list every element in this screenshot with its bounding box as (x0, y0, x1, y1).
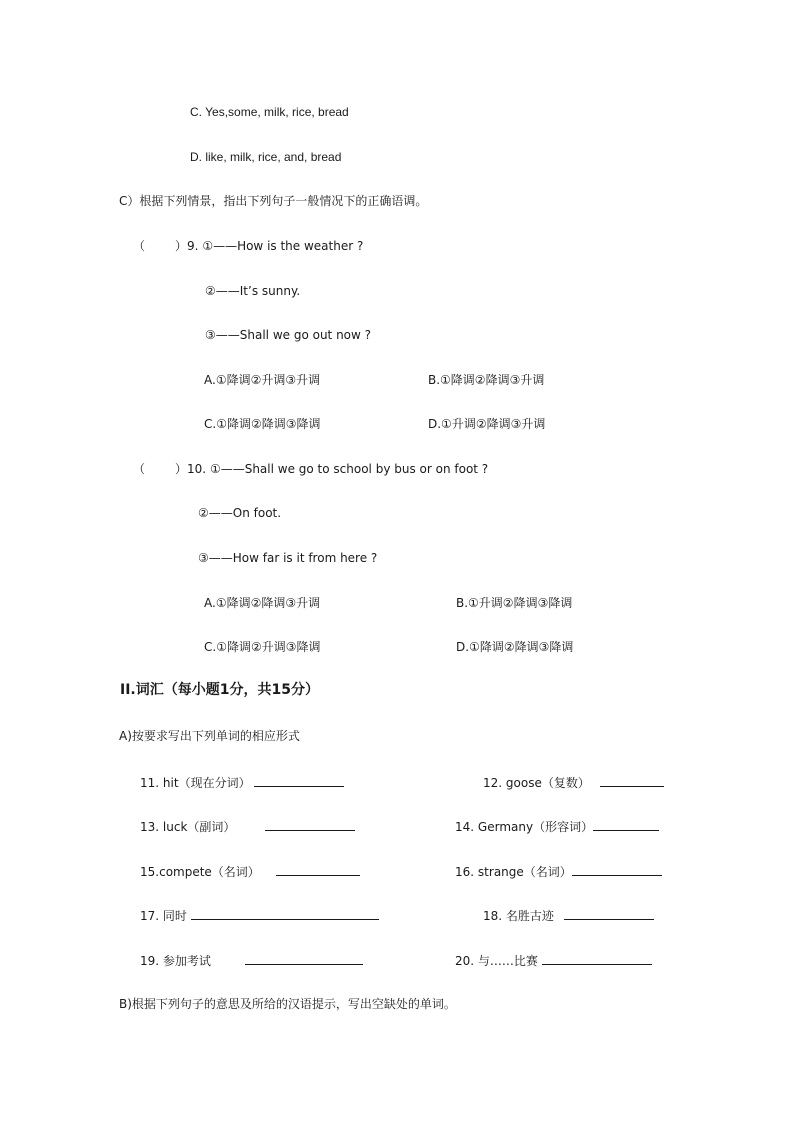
answer-blank[interactable] (572, 862, 662, 876)
vocab-item-text: 与……比赛 (477, 954, 538, 968)
vocab-item-number: 11. (140, 776, 160, 790)
q10-sentence-1: ①——Shall we go to school by bus or on foot ? (209, 462, 489, 476)
vocab-item-text: 参加考试 (162, 954, 211, 968)
vocab-item-text: 同时 (162, 909, 187, 923)
vocab-item-number: 20. (455, 954, 475, 968)
q10-option-d: D.①降调②降调③降调 (456, 640, 574, 654)
vocab-item-18 (483, 906, 654, 924)
vocab-item-number: 15. (140, 865, 160, 879)
answer-blank[interactable] (276, 862, 360, 876)
answer-blank[interactable] (593, 817, 659, 831)
q8-option-d: D. like, milk, rice, and, bread (190, 150, 342, 164)
part-a-instruction: A)按要求写出下列单词的相应形式 (119, 729, 300, 743)
part-b-instruction: B)根据下列句子的意思及所给的汉语提示，写出空缺处的单词。 (119, 997, 456, 1011)
q9-number: 9. (187, 239, 199, 253)
vocab-item-11 (140, 773, 344, 791)
vocab-item-17 (140, 906, 379, 924)
vocab-item-text: hit（现在分词） (162, 776, 251, 790)
vocab-item-number: 16. (455, 865, 475, 879)
q9-option-a: A.①降调②升调③升调 (204, 373, 321, 387)
answer-blank[interactable] (600, 773, 664, 787)
vocab-item-16 (455, 862, 662, 880)
answer-blank[interactable] (191, 906, 379, 920)
q10-option-a: A.①降调②降调③升调 (204, 596, 321, 610)
vocab-item-text: 名胜古迹 (505, 909, 554, 923)
vocab-item-text: luck（副词） (162, 820, 236, 834)
vocab-item-20 (455, 951, 652, 969)
section-c-instruction: C）根据下列情景，指出下列句子一般情况下的正确语调。 (119, 194, 428, 208)
q9-sentence-3: ③——Shall we go out now ? (205, 328, 372, 342)
vocab-item-number: 14. (455, 820, 475, 834)
vocab-item-text: strange（名词） (477, 865, 572, 879)
answer-blank[interactable] (254, 773, 344, 787)
q9-option-b: B.①降调②降调③升调 (428, 373, 545, 387)
vocab-item-13 (140, 817, 355, 835)
q10-paren-open: （ (133, 462, 146, 476)
q8-option-c: C. Yes,some, milk, rice, bread (190, 105, 349, 119)
q9-sentence-1: ①——How is the weather ? (202, 239, 364, 253)
answer-blank[interactable] (245, 951, 363, 965)
q10-option-b: B.①升调②降调③降调 (456, 596, 573, 610)
q9-option-c: C.①降调②降调③降调 (204, 417, 321, 431)
vocab-item-number: 17. (140, 909, 160, 923)
answer-blank[interactable] (542, 951, 652, 965)
q9-sentence-2: ②——It’s sunny. (205, 284, 301, 298)
q10-sentence-2: ②——On foot. (198, 506, 282, 520)
vocab-item-number: 13. (140, 820, 160, 834)
q10-number: 10. (187, 462, 207, 476)
vocab-item-number: 12. (483, 776, 503, 790)
q9-option-d: D.①升调②降调③升调 (428, 417, 546, 431)
vocab-item-number: 18. (483, 909, 503, 923)
vocab-item-14 (455, 817, 659, 835)
q10-stem (133, 461, 488, 477)
section-ii-title: II.词汇（每小题1分，共15分） (120, 682, 319, 698)
q10-paren-close: ） (175, 462, 188, 476)
answer-blank[interactable] (564, 906, 654, 920)
vocab-item-text: Germany（形容词） (477, 820, 594, 834)
vocab-item-19 (140, 951, 363, 969)
vocab-item-text: goose（复数） (505, 776, 590, 790)
vocab-item-text: compete（名词） (159, 865, 260, 879)
q10-option-c: C.①降调②升调③降调 (204, 640, 321, 654)
answer-blank[interactable] (265, 817, 355, 831)
vocab-item-12 (483, 773, 664, 791)
vocab-item-15 (140, 862, 360, 880)
q10-sentence-3: ③——How far is it from here ? (198, 551, 378, 565)
q9-stem (133, 238, 363, 254)
q9-paren-open: （ (133, 239, 146, 253)
q9-paren-close: ） (175, 239, 188, 253)
vocab-item-number: 19. (140, 954, 160, 968)
